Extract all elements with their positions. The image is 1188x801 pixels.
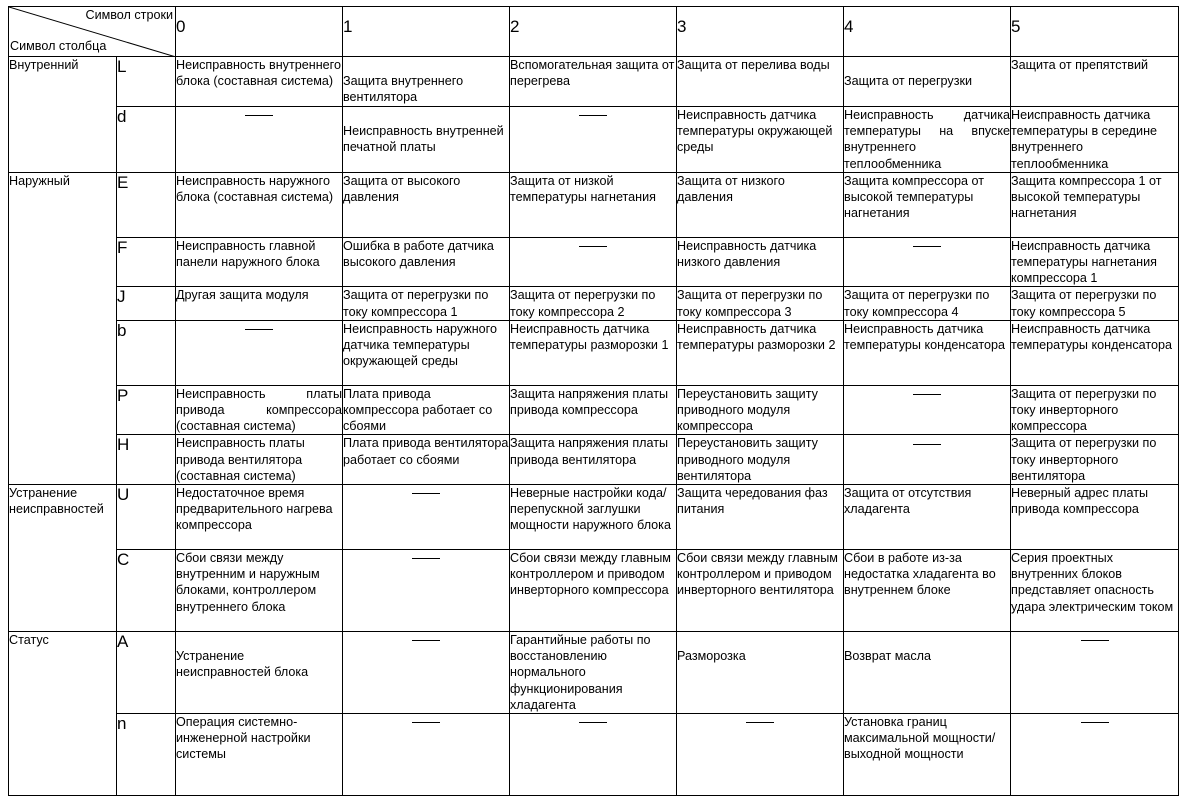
row-symbol-P: P xyxy=(117,385,176,435)
row-symbol-A: A xyxy=(117,632,176,714)
group-label-troubleshooting: Устранение неисправностей xyxy=(9,485,117,632)
cell-C-2: Сбои связи между главным контроллером и приводом инверторного компрессора xyxy=(510,550,677,632)
header-corner-cell xyxy=(9,7,176,57)
cell-L-4: Защита от перегрузки xyxy=(844,57,1011,107)
cell-P-1: Плата привода компрессора работает со сбоями xyxy=(343,385,510,435)
column-header-3: 3 xyxy=(677,7,844,57)
table-row-J xyxy=(9,287,1179,320)
cell-b-5: Неисправность датчика температуры конденсатора xyxy=(1011,320,1179,385)
table-row-H xyxy=(9,435,1179,485)
cell-J-4: Защита от перегрузки по току компрессора 4 xyxy=(844,287,1011,320)
table-row-L xyxy=(9,57,1179,107)
group-label-status: Статус xyxy=(9,632,117,796)
cell-H-5: Защита от перегрузки по току инверторного вентилятора xyxy=(1011,435,1179,485)
row-symbol-H: H xyxy=(117,435,176,485)
cell-U-3: Защита чередования фаз питания xyxy=(677,485,844,550)
empty-dash xyxy=(579,246,607,247)
cell-P-4 xyxy=(844,385,1011,435)
cell-H-4 xyxy=(844,435,1011,485)
cell-A-5 xyxy=(1011,632,1179,714)
group-label-indoor: Внутренний xyxy=(9,57,117,173)
cell-n-4: Установка границ максимальной мощности/выходной мощности xyxy=(844,714,1011,796)
cell-b-0 xyxy=(176,320,343,385)
row-symbol-U: U xyxy=(117,485,176,550)
cell-b-1: Неисправность наружного датчика температуры окружающей среды xyxy=(343,320,510,385)
cell-n-1 xyxy=(343,714,510,796)
row-symbol-L: L xyxy=(117,57,176,107)
table-row-A xyxy=(9,632,1179,714)
cell-E-3: Защита от низкого давления xyxy=(677,172,844,237)
table-row-F xyxy=(9,237,1179,287)
table-row-C xyxy=(9,550,1179,632)
empty-dash xyxy=(412,493,440,494)
column-header-2: 2 xyxy=(510,7,677,57)
cell-P-2: Защита напряжения платы привода компрессора xyxy=(510,385,677,435)
cell-J-3: Защита от перегрузки по току компрессора 3 xyxy=(677,287,844,320)
cell-C-0: Сбои связи между внутренним и наружным блоками, контроллером внутреннего блока xyxy=(176,550,343,632)
cell-F-3: Неисправность датчика низкого давления xyxy=(677,237,844,287)
cell-A-0: Устранение неисправностей блока xyxy=(176,632,343,714)
row-symbol-J: J xyxy=(117,287,176,320)
cell-A-2: Гарантийные работы по восстановлению нормального функционирования хладагента xyxy=(510,632,677,714)
cell-U-2: Неверные настройки кода/перепускной заглушки мощности наружного блока xyxy=(510,485,677,550)
row-symbol-C: C xyxy=(117,550,176,632)
empty-dash xyxy=(1081,722,1109,723)
cell-n-3 xyxy=(677,714,844,796)
cell-J-0: Другая защита модуля xyxy=(176,287,343,320)
empty-dash xyxy=(1081,640,1109,641)
row-symbol-E: E xyxy=(117,172,176,237)
cell-n-5 xyxy=(1011,714,1179,796)
cell-L-5: Защита от препятствий xyxy=(1011,57,1179,107)
cell-d-2 xyxy=(510,107,677,173)
cell-n-2 xyxy=(510,714,677,796)
table-row-d xyxy=(9,107,1179,173)
row-symbol-d: d xyxy=(117,107,176,173)
cell-b-4: Неисправность датчика температуры конденсатора xyxy=(844,320,1011,385)
cell-n-0: Операция системно-инженерной настройки системы xyxy=(176,714,343,796)
empty-dash xyxy=(913,444,941,445)
cell-A-3: Разморозка xyxy=(677,632,844,714)
empty-dash xyxy=(412,640,440,641)
cell-E-5: Защита компрессора 1 от высокой температуры нагнетания xyxy=(1011,172,1179,237)
cell-d-0 xyxy=(176,107,343,173)
column-header-4: 4 xyxy=(844,7,1011,57)
cell-H-0: Неисправность платы привода вентилятора (составная система) xyxy=(176,435,343,485)
cell-b-2: Неисправность датчика температуры разморозки 1 xyxy=(510,320,677,385)
cell-d-1: Неисправность внутренней печатной платы xyxy=(343,107,510,173)
cell-P-0: Неисправность платы привода компрессора (составная система) xyxy=(176,386,342,434)
cell-U-0: Недостаточное время предварительного нагрева компрессора xyxy=(176,485,343,550)
row-symbol-n: n xyxy=(117,714,176,796)
cell-E-2: Защита от низкой температуры нагнетания xyxy=(510,172,677,237)
cell-C-1 xyxy=(343,550,510,632)
cell-C-5: Серия проектных внутренних блоков представляет опасность удара электрическим током xyxy=(1011,550,1179,632)
cell-H-1: Плата привода вентилятора работает со сбоями xyxy=(343,435,510,485)
table-row-E xyxy=(9,172,1179,237)
cell-U-5: Неверный адрес платы привода компрессора xyxy=(1011,485,1179,550)
cell-C-3: Сбои связи между главным контроллером и приводом инверторного вентилятора xyxy=(677,550,844,632)
cell-d-3: Неисправность датчика температуры окружающей среды xyxy=(677,107,844,173)
column-header-0: 0 xyxy=(176,7,343,57)
cell-L-3: Защита от перелива воды xyxy=(677,57,844,107)
empty-dash xyxy=(245,115,273,116)
column-symbol-label: Символ столбца xyxy=(10,38,107,53)
cell-U-1 xyxy=(343,485,510,550)
cell-J-5: Защита от перегрузки по току компрессора 5 xyxy=(1011,287,1179,320)
table-row-n xyxy=(9,714,1179,796)
row-symbol-F: F xyxy=(117,237,176,287)
row-symbol-b: b xyxy=(117,320,176,385)
cell-E-1: Защита от высокого давления xyxy=(343,172,510,237)
cell-L-1: Защита внутреннего вентилятора xyxy=(343,57,510,107)
column-header-5: 5 xyxy=(1011,7,1179,57)
cell-H-2: Защита напряжения платы привода вентилятора xyxy=(510,435,677,485)
empty-dash xyxy=(579,722,607,723)
column-header-1: 1 xyxy=(343,7,510,57)
cell-A-1 xyxy=(343,632,510,714)
cell-J-2: Защита от перегрузки по току компрессора 2 xyxy=(510,287,677,320)
cell-F-2 xyxy=(510,237,677,287)
empty-dash xyxy=(913,394,941,395)
cell-A-4: Возврат масла xyxy=(844,632,1011,714)
cell-L-0: Неисправность внутреннего блока (составная система) xyxy=(176,57,343,107)
row-symbol-label: Символ строки xyxy=(85,8,173,22)
cell-F-1: Ошибка в работе датчика высокого давления xyxy=(343,237,510,287)
table-row-U xyxy=(9,485,1179,550)
cell-U-4: Защита от отсутствия хладагента xyxy=(844,485,1011,550)
cell-P-5: Защита от перегрузки по току инверторного компрессора xyxy=(1011,385,1179,435)
group-label-outdoor: Наружный xyxy=(9,172,117,484)
cell-C-4: Сбои в работе из-за недостатка хладагента во внутреннем блоке xyxy=(844,550,1011,632)
cell-d-4: Неисправность датчика температуры на впуске внутреннего теплообменника xyxy=(844,108,1010,171)
cell-d-5: Неисправность датчика температуры в середине внутреннего теплообменника xyxy=(1011,107,1179,173)
header-row xyxy=(9,7,1179,57)
empty-dash xyxy=(245,329,273,330)
table-row-P xyxy=(9,385,1179,435)
empty-dash xyxy=(579,115,607,116)
cell-L-2: Вспомогательная защита от перегрева xyxy=(510,57,677,107)
cell-E-0: Неисправность наружного блока (составная система) xyxy=(176,172,343,237)
cell-H-3: Переустановить защиту приводного модуля вентилятора xyxy=(677,435,844,485)
table-row-b xyxy=(9,320,1179,385)
error-code-table xyxy=(8,6,1179,796)
cell-P-3: Переустановить защиту приводного модуля компрессора xyxy=(677,385,844,435)
cell-J-1: Защита от перегрузки по току компрессора 1 xyxy=(343,287,510,320)
cell-E-4: Защита компрессора от высокой температуры нагнетания xyxy=(844,172,1011,237)
empty-dash xyxy=(746,722,774,723)
cell-F-5: Неисправность датчика температуры нагнетания компрессора 1 xyxy=(1011,237,1179,287)
empty-dash xyxy=(412,558,440,559)
empty-dash xyxy=(913,246,941,247)
empty-dash xyxy=(412,722,440,723)
cell-F-4 xyxy=(844,237,1011,287)
cell-b-3: Неисправность датчика температуры разморозки 2 xyxy=(677,320,844,385)
cell-F-0: Неисправность главной панели наружного блока xyxy=(176,237,343,287)
